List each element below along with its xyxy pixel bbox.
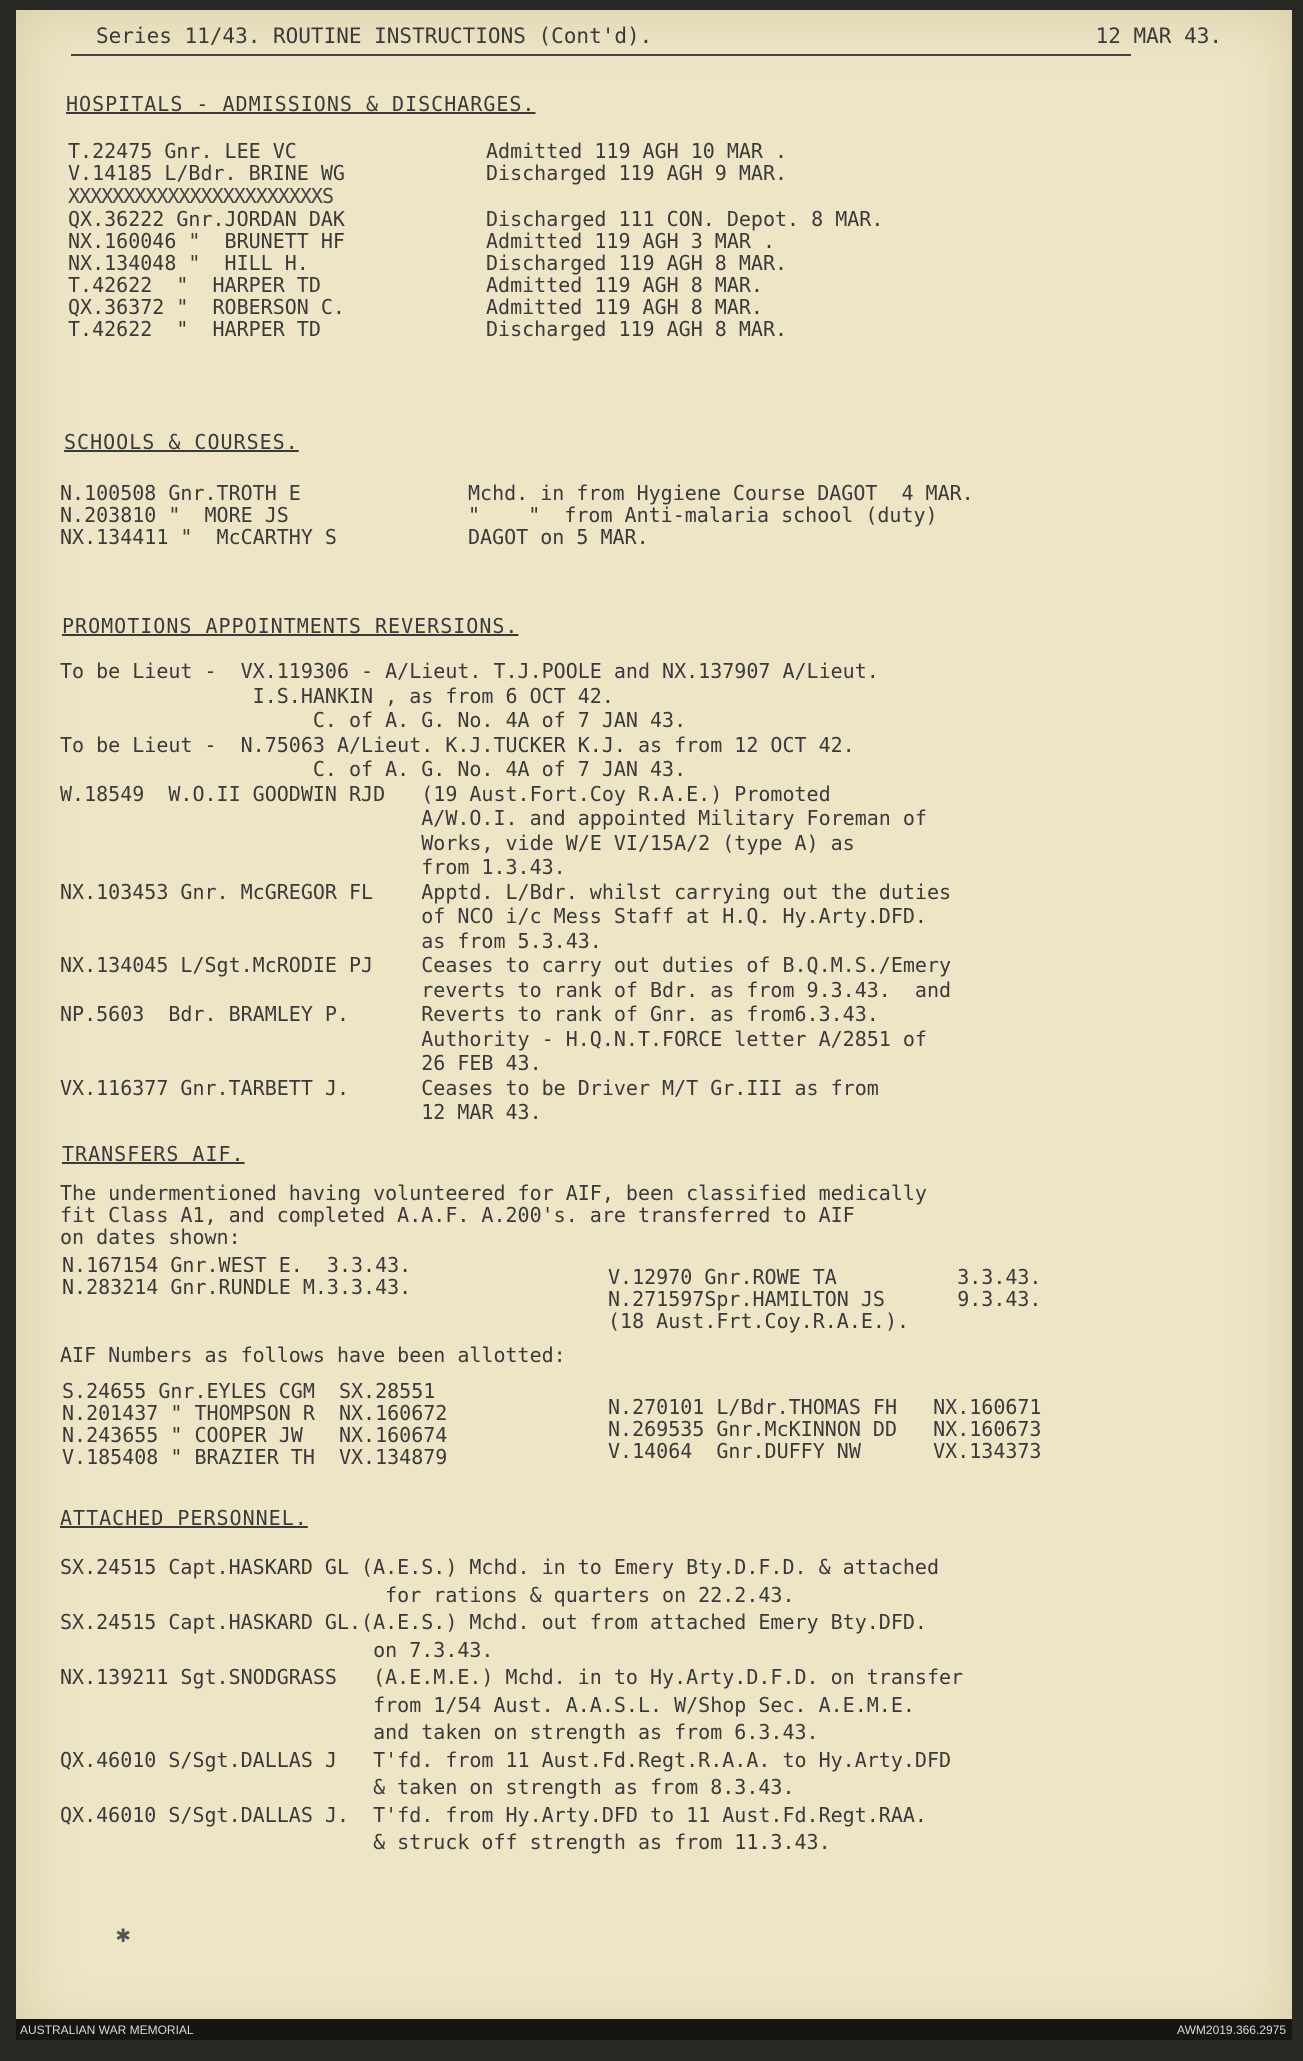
promotion-line: A/W.O.I. and appointed Military Foreman of (60, 806, 927, 830)
promotion-line: NP.5603 Bdr. BRAMLEY P. Reverts to rank of Gnr. as from6.3.43. (60, 1002, 879, 1026)
hospital-row-action: Discharged 119 AGH 9 MAR. (486, 161, 788, 185)
school-row-action: DAGOT on 5 MAR. (468, 525, 649, 549)
attached-heading: ATTACHED PERSONNEL. (60, 1506, 308, 1530)
transfer-left-entry: N.283214 Gnr.RUNDLE M.3.3.43. (62, 1275, 412, 1299)
school-row-action: " " from Anti-malaria school (duty) (468, 503, 938, 527)
transfers-intro-line: fit Class A1, and completed A.A.F. A.200's. are transferred to AIF (60, 1203, 855, 1227)
promotion-line: 26 FEB 43. (60, 1051, 542, 1075)
promotion-line: C. of A. G. No. 4A of 7 JAN 43. (60, 757, 687, 781)
hospital-row-name: QX.36372 " ROBERSON C. (68, 295, 345, 319)
attached-line: on 7.3.43. (60, 1637, 494, 1662)
promotion-line: 12 MAR 43. (60, 1100, 542, 1124)
attached-line: from 1/54 Aust. A.A.S.L. W/Shop Sec. A.E.M.E. (60, 1692, 915, 1717)
aif-number-left: N.201437 " THOMPSON R NX.160672 (62, 1401, 448, 1425)
promotion-line: as from 5.3.43. (60, 928, 602, 953)
attached-line: QX.46010 S/Sgt.DALLAS J T'fd. from 11 Aust.Fd.Regt.R.A.A. to Hy.Arty.DFD (60, 1747, 952, 1772)
transfers-heading: TRANSFERS AIF. (62, 1142, 245, 1166)
hospital-row-action: Admitted 119 AGH 8 MAR. (486, 273, 763, 297)
hospital-row-name: NX.134048 " HILL H. (68, 251, 309, 275)
attached-line: & taken on strength as from 8.3.43. (60, 1775, 795, 1799)
header-date: 12 MAR 43. (1095, 24, 1222, 48)
transfer-left-entry: N.167154 Gnr.WEST E. 3.3.43. (62, 1253, 412, 1277)
school-row-name: NX.134411 " McCARTHY S (60, 525, 337, 549)
attached-line: QX.46010 S/Sgt.DALLAS J. T'fd. from Hy.Arty.DFD to 11 Aust.Fd.Regt.RAA. (60, 1802, 927, 1827)
hospitals-heading: HOSPITALS - ADMISSIONS & DISCHARGES. (66, 92, 536, 116)
aif-number-left: N.243655 " COOPER JW NX.160674 (62, 1423, 448, 1447)
promotion-line: VX.116377 Gnr.TARBETT J. Ceases to be Driver M/T Gr.III as from (60, 1075, 879, 1100)
transfer-right-entry: V.12970 Gnr.ROWE TA 3.3.43. (608, 1265, 1042, 1289)
hospital-row-name: NX.160046 " BRUNETT HF (68, 229, 345, 253)
aif-numbers-title: AIF Numbers as follows have been allotted: (60, 1343, 566, 1367)
aif-number-left: S.24655 Gnr.EYLES CGM SX.28551 (62, 1379, 436, 1403)
aif-number-right: V.14064 Gnr.DUFFY NW VX.134373 (608, 1439, 1042, 1463)
promotion-line: NX.134045 L/Sgt.McRODIE PJ Ceases to carry out duties of B.Q.M.S./Emery (60, 953, 952, 977)
attached-line: NX.139211 Sgt.SNODGRASS (A.E.M.E.) Mchd. in to Hy.Arty.D.F.D. on transfer (60, 1665, 964, 1689)
footer-institution: AUSTRALIAN WAR MEMORIAL (20, 2023, 194, 2037)
handwritten-mark: ✱ (116, 1920, 131, 1948)
hospital-row-name: T.42622 " HARPER TD (68, 273, 321, 297)
promotion-line: reverts to rank of Bdr. as from 9.3.43. and (60, 977, 952, 1002)
hospital-row-action: Discharged 111 CON. Depot. 8 MAR. (486, 207, 884, 231)
promotion-line: I.S.HANKIN , as from 6 OCT 42. (60, 683, 614, 708)
promotion-line: Works, vide W/E VI/15A/2 (type A) as (60, 830, 855, 855)
school-row-name: N.100508 Gnr.TROTH E (60, 481, 301, 505)
promotion-line: W.18549 W.O.II GOODWIN RJD (19 Aust.Fort.Coy R.A.E.) Promoted (60, 781, 831, 806)
attached-line: for rations & quarters on 22.2.43. (60, 1582, 795, 1607)
promotion-line: NX.103453 Gnr. McGREGOR FL Apptd. L/Bdr. whilst carrying out the duties (60, 879, 952, 904)
promotion-line: Authority - H.Q.N.T.FORCE letter A/2851 of (60, 1026, 927, 1051)
school-row-name: N.203810 " MORE JS (60, 503, 289, 527)
promotion-line: To be Lieut - VX.119306 - A/Lieut. T.J.POOLE and NX.137907 A/Lieut. (60, 659, 879, 683)
attached-line: & struck off strength as from 11.3.43. (60, 1830, 831, 1854)
document-page (16, 10, 1292, 2040)
series-title: Series 11/43. ROUTINE INSTRUCTIONS (Cont'd). (96, 24, 653, 48)
transfer-right-entry: N.271597Spr.HAMILTON JS 9.3.43. (608, 1287, 1042, 1311)
hospital-row-action: Discharged 119 AGH 8 MAR. (486, 251, 788, 275)
hospital-row-name: QX.36222 Gnr.JORDAN DAK (68, 207, 345, 231)
attached-line: SX.24515 Capt.HASKARD GL.(A.E.S.) Mchd. out from attached Emery Bty.DFD. (60, 1610, 927, 1634)
hospital-row-name: V.14185 L/Bdr. BRINE WG (68, 161, 345, 185)
header-rule (71, 54, 1131, 56)
promotion-line: To be Lieut - N.75063 A/Lieut. K.J.TUCKER K.J. as from 12 OCT 42. (60, 732, 855, 757)
footer-reference: AWM2019.366.2975 (1177, 2023, 1286, 2037)
hospital-row-action: Admitted 119 AGH 8 MAR. (486, 295, 763, 319)
hospital-row-action: Admitted 119 AGH 3 MAR . (486, 229, 775, 253)
hospital-row-name: T.42622 " HARPER TD (68, 317, 321, 341)
hospital-row-action: Discharged 119 AGH 8 MAR. (486, 317, 788, 341)
school-row-action: Mchd. in from Hygiene Course DAGOT 4 MAR. (468, 481, 974, 505)
hospital-row-name: T.22475 Gnr. LEE VC (68, 139, 297, 163)
schools-heading: SCHOOLS & COURSES. (64, 430, 299, 454)
aif-number-right: N.270101 L/Bdr.THOMAS FH NX.160671 (608, 1395, 1042, 1419)
hospital-row-action: Admitted 119 AGH 10 MAR . (486, 139, 788, 163)
transfers-intro-line: The undermentioned having volunteered for AIF, been classified medically (60, 1181, 927, 1205)
attached-line: SX.24515 Capt.HASKARD GL (A.E.S.) Mchd. in to Emery Bty.D.F.D. & attached (60, 1555, 939, 1579)
promotion-line: C. of A. G. No. 4A of 7 JAN 43. (60, 708, 687, 732)
attached-line: and taken on strength as from 6.3.43. (60, 1720, 819, 1744)
promotion-line: of NCO i/c Mess Staff at H.Q. Hy.Arty.DFD. (60, 904, 927, 928)
transfer-right-entry: (18 Aust.Frt.Coy.R.A.E.). (608, 1309, 910, 1333)
promotions-heading: PROMOTIONS APPOINTMENTS REVERSIONS. (62, 614, 519, 638)
struck-out-line: XXXXXXXXXXXXXXXXXXXXXXXS (68, 184, 333, 208)
transfers-intro-line: on dates shown: (60, 1225, 241, 1249)
aif-number-left: V.185408 " BRAZIER TH VX.134879 (62, 1445, 448, 1469)
aif-number-right: N.269535 Gnr.McKINNON DD NX.160673 (608, 1417, 1042, 1441)
promotion-line: from 1.3.43. (60, 855, 566, 879)
archive-footer (16, 2019, 1292, 2040)
